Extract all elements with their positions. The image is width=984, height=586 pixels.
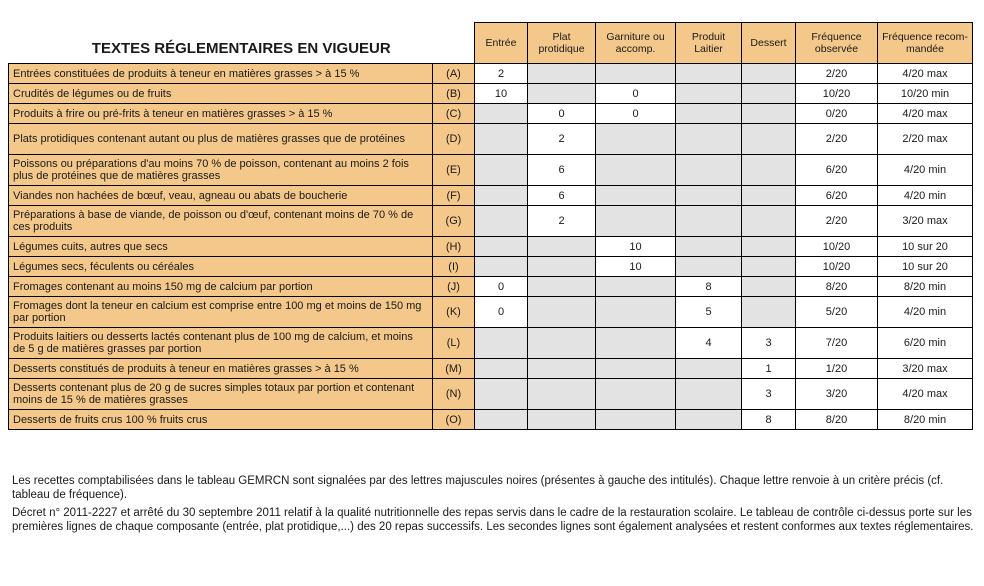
cell-garniture: 10 xyxy=(596,257,676,277)
cell-garniture xyxy=(596,277,676,297)
cell-frequence-observee: 2/20 xyxy=(796,124,878,155)
header-frequence-recommandee: Fréquence recom-mandée xyxy=(878,23,973,64)
table-row xyxy=(9,297,973,328)
row-letter: (I) xyxy=(433,257,475,277)
cell-dessert xyxy=(742,84,796,104)
cell-garniture xyxy=(596,155,676,186)
table-row xyxy=(9,277,973,297)
cell-produit-laitier xyxy=(676,64,742,84)
cell-produit-laitier xyxy=(676,379,742,410)
cell-frequence-recommandee: 4/20 min xyxy=(878,297,973,328)
table-row xyxy=(9,84,973,104)
cell-entree xyxy=(475,124,528,155)
cell-produit-laitier xyxy=(676,104,742,124)
cell-garniture: 0 xyxy=(596,84,676,104)
table-row xyxy=(9,104,973,124)
cell-produit-laitier: 5 xyxy=(676,297,742,328)
cell-dessert xyxy=(742,186,796,206)
cell-produit-laitier xyxy=(676,237,742,257)
page-title: TEXTES RÉGLEMENTAIRES EN VIGUEUR xyxy=(9,23,475,64)
row-label: Desserts contenant plus de 20 g de sucres simples totaux par portion et contenant moins de 15 % de matières grasses xyxy=(9,379,433,410)
table-header-row xyxy=(9,23,973,64)
cell-dessert: 3 xyxy=(742,379,796,410)
table-row xyxy=(9,410,973,430)
row-label: Légumes cuits, autres que secs xyxy=(9,237,433,257)
cell-entree xyxy=(475,379,528,410)
cell-plat-protidique: 6 xyxy=(528,155,596,186)
cell-entree xyxy=(475,237,528,257)
cell-entree xyxy=(475,257,528,277)
row-letter: (O) xyxy=(433,410,475,430)
cell-frequence-recommandee: 10/20 min xyxy=(878,84,973,104)
cell-frequence-observee: 2/20 xyxy=(796,206,878,237)
cell-plat-protidique: 2 xyxy=(528,206,596,237)
cell-produit-laitier: 4 xyxy=(676,328,742,359)
cell-garniture xyxy=(596,379,676,410)
cell-frequence-recommandee: 4/20 max xyxy=(878,379,973,410)
cell-plat-protidique xyxy=(528,237,596,257)
row-letter: (M) xyxy=(433,359,475,379)
cell-plat-protidique xyxy=(528,257,596,277)
frequency-table-container xyxy=(8,22,972,430)
row-letter: (F) xyxy=(433,186,475,206)
cell-garniture xyxy=(596,206,676,237)
cell-produit-laitier xyxy=(676,410,742,430)
cell-dessert xyxy=(742,206,796,237)
cell-frequence-observee: 5/20 xyxy=(796,297,878,328)
cell-dessert xyxy=(742,297,796,328)
cell-frequence-observee: 0/20 xyxy=(796,104,878,124)
cell-produit-laitier xyxy=(676,155,742,186)
frequency-table xyxy=(8,22,973,430)
row-label: Produits laitiers ou desserts lactés contenant plus de 100 mg de calcium, et moins de 5 g de matières grasses par portion xyxy=(9,328,433,359)
cell-frequence-observee: 8/20 xyxy=(796,277,878,297)
cell-plat-protidique xyxy=(528,64,596,84)
cell-dessert xyxy=(742,124,796,155)
row-label: Plats protidiques contenant autant ou plus de matières grasses que de protéines xyxy=(9,124,433,155)
cell-entree xyxy=(475,410,528,430)
table-body xyxy=(9,64,973,430)
row-letter: (A) xyxy=(433,64,475,84)
row-label: Entrées constituées de produits à teneur en matières grasses > à 15 % xyxy=(9,64,433,84)
cell-garniture: 10 xyxy=(596,237,676,257)
cell-dessert xyxy=(742,64,796,84)
cell-produit-laitier xyxy=(676,206,742,237)
cell-frequence-observee: 6/20 xyxy=(796,186,878,206)
row-letter: (H) xyxy=(433,237,475,257)
row-letter: (D) xyxy=(433,124,475,155)
cell-frequence-recommandee: 6/20 min xyxy=(878,328,973,359)
row-letter: (N) xyxy=(433,379,475,410)
cell-garniture xyxy=(596,359,676,379)
table-row xyxy=(9,237,973,257)
cell-frequence-recommandee: 10 sur 20 xyxy=(878,237,973,257)
row-label: Préparations à base de viande, de poisson ou d'œuf, contenant moins de 70 % de ces produits xyxy=(9,206,433,237)
row-label: Crudités de légumes ou de fruits xyxy=(9,84,433,104)
cell-dessert xyxy=(742,277,796,297)
table-row xyxy=(9,257,973,277)
cell-dessert xyxy=(742,257,796,277)
table-row xyxy=(9,359,973,379)
cell-plat-protidique: 6 xyxy=(528,186,596,206)
cell-frequence-observee: 6/20 xyxy=(796,155,878,186)
cell-entree: 0 xyxy=(475,297,528,328)
header-produit-laitier: Produit Laitier xyxy=(676,23,742,64)
cell-garniture: 0 xyxy=(596,104,676,124)
row-label: Desserts de fruits crus 100 % fruits crus xyxy=(9,410,433,430)
cell-entree: 0 xyxy=(475,277,528,297)
cell-dessert: 1 xyxy=(742,359,796,379)
row-label: Desserts constitués de produits à teneur en matières grasses > à 15 % xyxy=(9,359,433,379)
cell-frequence-recommandee: 10 sur 20 xyxy=(878,257,973,277)
cell-frequence-observee: 7/20 xyxy=(796,328,878,359)
row-letter: (B) xyxy=(433,84,475,104)
table-row xyxy=(9,379,973,410)
cell-garniture xyxy=(596,64,676,84)
cell-entree xyxy=(475,155,528,186)
table-row xyxy=(9,124,973,155)
cell-entree xyxy=(475,328,528,359)
notes xyxy=(12,474,974,538)
cell-garniture xyxy=(596,410,676,430)
cell-plat-protidique xyxy=(528,297,596,328)
row-letter: (C) xyxy=(433,104,475,124)
cell-plat-protidique xyxy=(528,410,596,430)
cell-plat-protidique: 2 xyxy=(528,124,596,155)
cell-frequence-observee: 8/20 xyxy=(796,410,878,430)
cell-produit-laitier xyxy=(676,359,742,379)
row-letter: (J) xyxy=(433,277,475,297)
row-label: Fromages contenant au moins 150 mg de calcium par portion xyxy=(9,277,433,297)
row-letter: (L) xyxy=(433,328,475,359)
cell-garniture xyxy=(596,124,676,155)
header-entree: Entrée xyxy=(475,23,528,64)
row-label: Produits à frire ou pré-frits à teneur en matières grasses > à 15 % xyxy=(9,104,433,124)
header-dessert: Dessert xyxy=(742,23,796,64)
table-row xyxy=(9,206,973,237)
header-plat-protidique: Plat protidique xyxy=(528,23,596,64)
cell-entree xyxy=(475,104,528,124)
cell-dessert xyxy=(742,237,796,257)
cell-frequence-observee: 10/20 xyxy=(796,237,878,257)
row-letter: (K) xyxy=(433,297,475,328)
cell-dessert: 3 xyxy=(742,328,796,359)
cell-frequence-recommandee: 4/20 max xyxy=(878,104,973,124)
row-label: Fromages dont la teneur en calcium est comprise entre 100 mg et moins de 150 mg par portion xyxy=(9,297,433,328)
header-frequence-observee: Fréquence observée xyxy=(796,23,878,64)
cell-produit-laitier xyxy=(676,257,742,277)
cell-dessert xyxy=(742,104,796,124)
cell-frequence-observee: 10/20 xyxy=(796,84,878,104)
cell-frequence-observee: 10/20 xyxy=(796,257,878,277)
row-label: Viandes non hachées de bœuf, veau, agneau ou abats de boucherie xyxy=(9,186,433,206)
table-row xyxy=(9,64,973,84)
note-criteria: Les recettes comptabilisées dans le tableau GEMRCN sont signalées par des lettres majuscules noires (présentes à gauche des intitulés). Chaque lettre renvoie à un critère précis (cf. tableau de fréquence). xyxy=(12,475,944,501)
table-row xyxy=(9,328,973,359)
cell-plat-protidique xyxy=(528,277,596,297)
cell-frequence-recommandee: 3/20 max xyxy=(878,206,973,237)
cell-entree xyxy=(475,206,528,237)
cell-entree: 2 xyxy=(475,64,528,84)
cell-produit-laitier xyxy=(676,186,742,206)
cell-plat-protidique xyxy=(528,359,596,379)
cell-produit-laitier xyxy=(676,84,742,104)
cell-frequence-observee: 3/20 xyxy=(796,379,878,410)
cell-entree: 10 xyxy=(475,84,528,104)
cell-frequence-recommandee: 2/20 max xyxy=(878,124,973,155)
cell-frequence-recommandee: 4/20 min xyxy=(878,155,973,186)
cell-dessert xyxy=(742,155,796,186)
cell-frequence-recommandee: 4/20 min xyxy=(878,186,973,206)
cell-frequence-recommandee: 3/20 max xyxy=(878,359,973,379)
cell-frequence-recommandee: 8/20 min xyxy=(878,410,973,430)
cell-dessert: 8 xyxy=(742,410,796,430)
table-row xyxy=(9,155,973,186)
cell-plat-protidique xyxy=(528,84,596,104)
row-letter: (G) xyxy=(433,206,475,237)
cell-frequence-recommandee: 8/20 min xyxy=(878,277,973,297)
cell-plat-protidique: 0 xyxy=(528,104,596,124)
note-decree: Décret n° 2011-2227 et arrêté du 30 septembre 2011 relatif à la qualité nutritionnelle des repas servis dans le cadre de la restauration scolaire. Le tableau de contrôle ci-dessus porte sur les premières lignes de chaque composante (entrée, plat protidique,...) des 20 repas successifs. Les secondes lignes sont également analysées et restent conformes aux textes réglementaires. xyxy=(12,507,974,533)
cell-plat-protidique xyxy=(528,379,596,410)
row-label: Légumes secs, féculents ou céréales xyxy=(9,257,433,277)
cell-plat-protidique xyxy=(528,328,596,359)
header-garniture: Garniture ou accomp. xyxy=(596,23,676,64)
table-row xyxy=(9,186,973,206)
cell-garniture xyxy=(596,328,676,359)
cell-entree xyxy=(475,186,528,206)
cell-garniture xyxy=(596,186,676,206)
cell-frequence-observee: 1/20 xyxy=(796,359,878,379)
cell-frequence-observee: 2/20 xyxy=(796,64,878,84)
row-letter: (E) xyxy=(433,155,475,186)
cell-produit-laitier: 8 xyxy=(676,277,742,297)
cell-garniture xyxy=(596,297,676,328)
cell-entree xyxy=(475,359,528,379)
cell-frequence-recommandee: 4/20 max xyxy=(878,64,973,84)
row-label: Poissons ou préparations d'au moins 70 % de poisson, contenant au moins 2 fois plus de protéines que de matières grasses xyxy=(9,155,433,186)
cell-produit-laitier xyxy=(676,124,742,155)
